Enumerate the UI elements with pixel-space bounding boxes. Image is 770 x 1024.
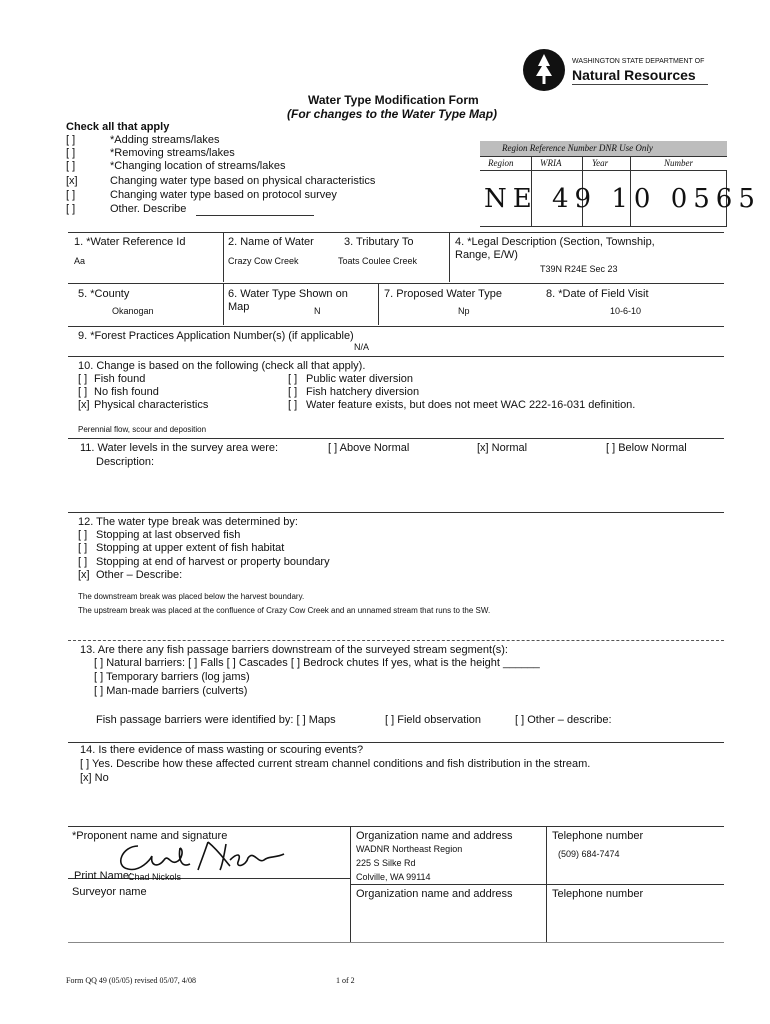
tel-label: Telephone number (552, 830, 644, 842)
s13-identified-by-maps[interactable]: Fish passage barriers were identified by: [ ] Maps (96, 714, 336, 726)
agency-line2: Natural Resources (572, 67, 696, 83)
check-box-adding[interactable]: [ ] (66, 134, 76, 146)
s13-natural-barriers[interactable]: [ ] Natural barriers: [ ] Falls [ ] Cascades [ ] Bedrock chutes If yes, what is the height ______ (94, 657, 540, 669)
f4-label2: Range, E/W) (455, 249, 518, 261)
s12-label-other: Other – Describe: (96, 569, 183, 581)
org-label: Organization name and address (356, 830, 513, 842)
check-label-adding: *Adding streams/lakes (110, 134, 220, 146)
s10-label-physical: Physical characteristics (94, 399, 209, 411)
check-label-physical: Changing water type based on physical characteristics (110, 175, 376, 187)
s12-box-harvest[interactable]: [ ] (78, 556, 88, 568)
s10-box-physical[interactable]: [x] (78, 399, 90, 411)
form-id: Form QQ 49 (05/05) revised 05/07, 4/08 (66, 976, 196, 985)
ref-col-year: Year (592, 158, 609, 168)
org-line1[interactable]: WADNR Northeast Region (356, 844, 463, 854)
s12-note2: The upstream break was placed at the confluence of Crazy Cow Creek and an unnamed stream that runs to the SW. (78, 606, 491, 615)
region-reference-box (480, 141, 761, 227)
f5-label: 5. *County (78, 288, 130, 300)
ref-heading-bar (480, 141, 727, 156)
s14-yes[interactable]: [ ] Yes. Describe how these affected current stream channel conditions and fish distribution in the stream. (80, 758, 591, 770)
s12-note1: The downstream break was placed below the harvest boundary. (78, 592, 305, 601)
s10-box-fish-found[interactable]: [ ] (78, 373, 88, 385)
f8-value[interactable]: 10-6-10 (610, 306, 642, 316)
handwritten-signature-icon (108, 836, 288, 876)
s12-box-upper-extent[interactable]: [ ] (78, 542, 88, 554)
form-title: Water Type Modification Form (308, 93, 479, 107)
print-name-value[interactable]: Chad Nickols (128, 872, 182, 882)
s12-box-other[interactable]: [x] (78, 569, 90, 581)
signature-image (108, 836, 288, 876)
s14-label: 14. Is there evidence of mass wasting or scouring events? (80, 744, 364, 756)
f1-label: 1. *Water Reference Id (74, 236, 186, 248)
tel-label-2: Telephone number (552, 888, 644, 900)
check-label-other: Other. Describe (110, 203, 187, 215)
s11-normal[interactable]: [x] Normal (477, 442, 528, 454)
f2-label: 2. Name of Water (228, 236, 314, 248)
page-number: 1 of 2 (336, 976, 355, 985)
form-subtitle: (For changes to the Water Type Map) (287, 107, 498, 121)
f6-value[interactable]: N (314, 306, 321, 316)
s12-label-last-fish: Stopping at last observed fish (96, 529, 241, 541)
check-label-protocol: Changing water type based on protocol survey (110, 189, 337, 201)
f3-value[interactable]: Toats Coulee Creek (338, 256, 418, 266)
org-line3[interactable]: Colville, WA 99114 (356, 872, 431, 882)
surveyor-label: Surveyor name (72, 886, 147, 898)
f9-label: 9. *Forest Practices Application Number(s) (if applicable) (78, 330, 354, 342)
s12-box-last-fish[interactable]: [ ] (78, 529, 88, 541)
s10-label-wac: Water feature exists, but does not meet WAC 222-16-031 definition. (306, 399, 636, 411)
s10-label-hatchery: Fish hatchery diversion (306, 386, 420, 398)
org-line2[interactable]: 225 S Silke Rd (356, 858, 416, 868)
f5-value[interactable]: Okanogan (112, 306, 154, 316)
s10-label: 10. Change is based on the following (check all that apply). (78, 360, 366, 372)
check-all-heading: Check all that apply (66, 121, 170, 133)
s11-label: 11. Water levels in the survey area were: (80, 442, 279, 454)
check-box-changing-location[interactable]: [ ] (66, 160, 76, 172)
proponent-label: *Proponent name and signature (72, 830, 228, 842)
check-label-changing-location: *Changing location of streams/lakes (110, 160, 286, 172)
ref-col-region: Region (488, 158, 514, 168)
s11-above-normal[interactable]: [ ] Above Normal (328, 442, 410, 454)
s12-label-upper-extent: Stopping at upper extent of fish habitat (96, 542, 285, 554)
s10-box-no-fish[interactable]: [ ] (78, 386, 88, 398)
f4-value[interactable]: T39N R24E Sec 23 (540, 264, 618, 274)
s13-temporary-barriers[interactable]: [ ] Temporary barriers (log jams) (94, 671, 250, 683)
f6-label: 6. Water Type Shown on (228, 288, 348, 300)
s10-box-wac[interactable]: [ ] (288, 399, 298, 411)
s10-note: Perennial flow, scour and deposition (78, 425, 207, 434)
f7-value[interactable]: Np (458, 306, 470, 316)
s11-description: Description: (96, 456, 155, 468)
s11-below-normal[interactable]: [ ] Below Normal (606, 442, 687, 454)
s14-no[interactable]: [x] No (80, 772, 109, 784)
tel-value[interactable]: (509) 684-7474 (558, 849, 620, 859)
f6-label2: Map (228, 301, 250, 313)
f8-label: 8. *Date of Field Visit (546, 288, 649, 300)
f7-label: 7. Proposed Water Type (384, 288, 503, 300)
s13-label: 13. Are there any fish passage barriers downstream of the surveyed stream segment(s): (80, 644, 508, 656)
agency-line1: WASHINGTON STATE DEPARTMENT OF (572, 58, 705, 65)
f9-value[interactable]: N/A (354, 342, 370, 352)
ref-handwritten-number: NE 49 10 0565 (484, 184, 761, 214)
check-label-removing: *Removing streams/lakes (110, 147, 235, 159)
check-box-protocol[interactable]: [ ] (66, 189, 76, 201)
s13-other[interactable]: [ ] Other – describe: (515, 714, 612, 726)
print-name-label: Print Name: (74, 870, 133, 882)
s10-label-public: Public water diversion (306, 373, 413, 385)
evergreen-seal-icon (522, 48, 566, 92)
s10-label-fish-found: Fish found (94, 373, 146, 385)
f4-label: 4. *Legal Description (Section, Township, (455, 236, 655, 248)
ref-heading: Region Reference Number DNR Use Only (502, 143, 653, 153)
ref-col-number: Number (664, 158, 693, 168)
check-box-other[interactable]: [ ] (66, 203, 76, 215)
s12-label: 12. The water type break was determined by: (78, 516, 298, 528)
s13-field-observation[interactable]: [ ] Field observation (385, 714, 481, 726)
check-box-physical[interactable]: [x] (66, 175, 78, 187)
ref-col-wria: WRIA (540, 158, 562, 168)
f1-value[interactable]: Aa (74, 256, 86, 266)
f3-label: 3. Tributary To (344, 236, 414, 248)
s10-box-hatchery[interactable]: [ ] (288, 386, 298, 398)
s13-manmade-barriers[interactable]: [ ] Man-made barriers (culverts) (94, 685, 248, 697)
org-label-2: Organization name and address (356, 888, 513, 900)
s10-label-no-fish: No fish found (94, 386, 159, 398)
s12-label-harvest: Stopping at end of harvest or property boundary (96, 556, 330, 568)
check-box-removing[interactable]: [ ] (66, 147, 76, 159)
s10-box-public[interactable]: [ ] (288, 373, 298, 385)
dnr-logo (522, 48, 566, 92)
f2-value[interactable]: Crazy Cow Creek (228, 256, 299, 266)
